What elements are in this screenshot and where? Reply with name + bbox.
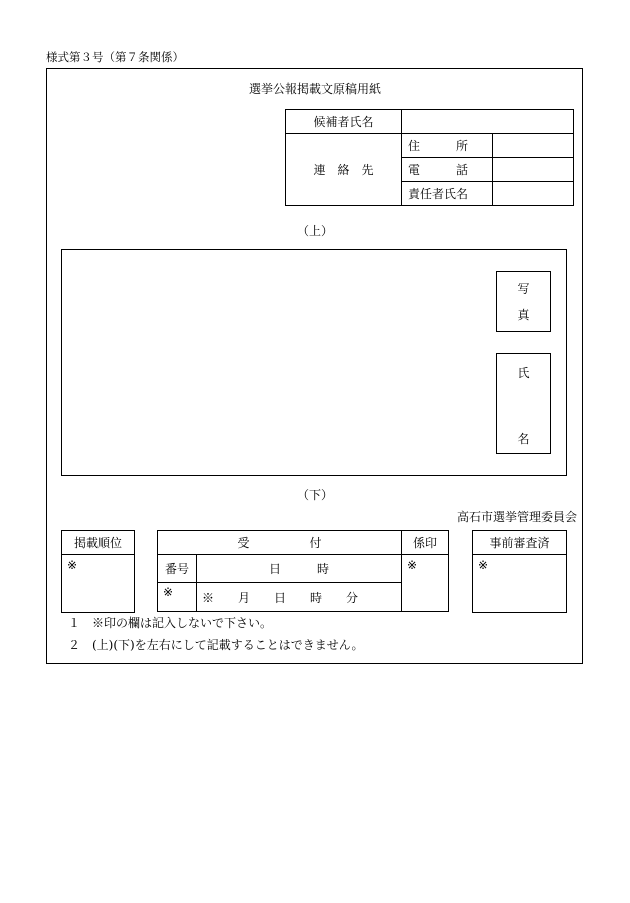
form-number: 様式第３号（第７条関係）	[46, 50, 184, 64]
clerk-seal-label: 係印	[402, 531, 449, 555]
upper-label: （上）	[296, 224, 333, 238]
photo-label-top: 写	[517, 282, 530, 296]
number-label: 番号	[158, 555, 197, 583]
clerk-seal-field: ※	[402, 555, 449, 612]
candidate-name-field[interactable]	[402, 110, 574, 134]
precheck-label: 事前審査済	[473, 531, 567, 555]
receipt-table	[157, 530, 449, 612]
precheck-field: ※	[473, 555, 567, 613]
responsible-person-label: 責任者氏名	[402, 182, 493, 206]
address-field[interactable]	[493, 134, 574, 158]
note-1: １ ※印の欄は記入しないで下さい。	[68, 616, 273, 630]
phone-field[interactable]	[493, 158, 574, 182]
note-2: ２ (上)(下)を左右にして記載することはできません。	[68, 638, 364, 652]
candidate-name-label: 候補者氏名	[286, 110, 402, 134]
precheck-box	[472, 530, 567, 613]
name-box	[496, 353, 551, 454]
number-field: ※	[158, 583, 197, 612]
name-label-bottom: 名	[517, 432, 530, 446]
posting-order-box	[61, 530, 135, 613]
committee-name: 高石市選挙管理委員会	[456, 510, 577, 524]
address-label: 住 所	[402, 134, 493, 158]
posting-order-field: ※	[62, 555, 135, 613]
phone-label: 電 話	[402, 158, 493, 182]
photo-box	[496, 271, 551, 332]
name-label-top: 氏	[517, 366, 530, 380]
manuscript-area[interactable]	[61, 249, 567, 476]
receipt-label: 受 付	[158, 531, 402, 555]
candidate-info-table	[285, 109, 574, 206]
posting-order-label: 掲載順位	[62, 531, 135, 555]
contact-label: 連 絡 先	[286, 134, 402, 206]
datetime-label: 日 時	[197, 555, 402, 583]
lower-label: （下）	[296, 488, 333, 502]
form-title: 選挙公報掲載文原稿用紙	[248, 82, 381, 96]
datetime-field: ※ 月 日 時 分	[197, 583, 402, 612]
photo-label-bottom: 真	[517, 308, 530, 322]
responsible-person-field[interactable]	[493, 182, 574, 206]
